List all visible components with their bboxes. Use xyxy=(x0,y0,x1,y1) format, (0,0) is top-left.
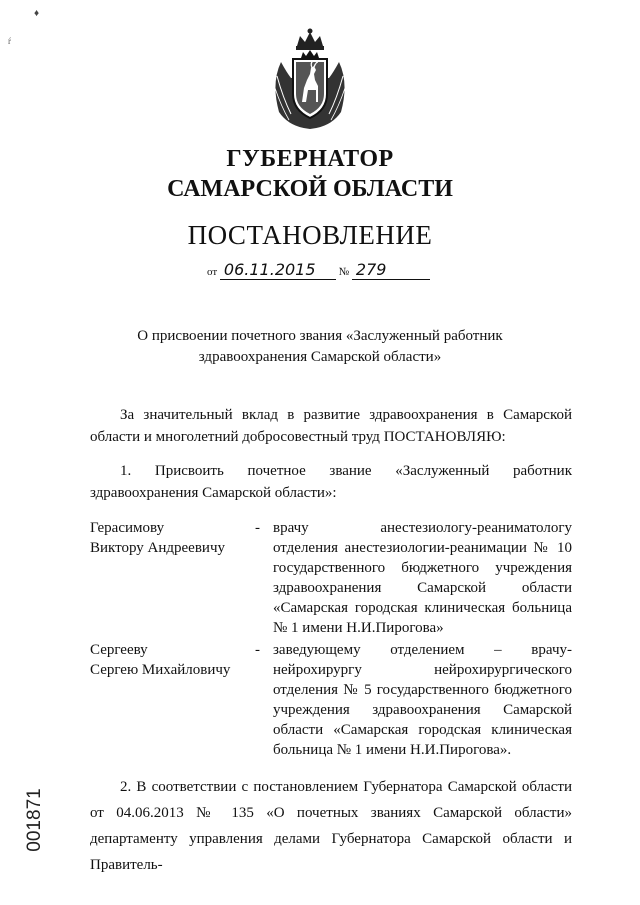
issuer-title: ГУБЕРНАТОР xyxy=(226,146,394,172)
awardee-name xyxy=(90,640,250,680)
item-1-text: 1. Присвоить почетное звание «Заслуженный работник здравоохранения Самарской области»: xyxy=(90,463,572,501)
separator-dash: - xyxy=(255,520,260,536)
separator-dash: - xyxy=(255,642,260,658)
subject-line-2: здравоохранения Самарской области» xyxy=(198,349,442,365)
serial-number-stamp xyxy=(22,785,48,855)
side-mark: ŕ xyxy=(8,36,11,46)
intro-text: За значительный вклад в развитие здравоохранения в Самарской области и многолетний добросовестный труд ПОСТАНОВЛЯЮ: xyxy=(90,407,572,445)
item-2-text: 2. В соответствии с постановлением Губернатора Самарской области от 04.06.2013 № 135 «О почетных званиях Самарской области» департаменту управления делами Губернатора Самарской области и Правитель- xyxy=(90,779,572,873)
awardee-surname: Герасимову xyxy=(90,520,165,536)
issuer-region: САМАРСКОЙ ОБЛАСТИ xyxy=(167,176,453,202)
coat-of-arms-emblem xyxy=(267,28,353,132)
awardee-position: заведующему отделением – врачу-нейрохирургу нейрохирургического отделения № 5 государственного бюджетного учреждения здравоохранения Самарской области «Самарская городская клиническая больница № 1 имени Н.И.Пирогова». xyxy=(273,642,572,758)
date-value: 06.11.2015 xyxy=(220,260,336,280)
date-number-line xyxy=(207,260,430,280)
date-prefix: от xyxy=(207,266,218,278)
awardee-name xyxy=(90,518,250,558)
subject-line-1: О присвоении почетного звания «Заслуженный работник xyxy=(137,328,503,344)
number-value: 279 xyxy=(352,260,430,280)
intro-paragraph xyxy=(90,404,572,448)
document-type: ПОСТАНОВЛЕНИЕ xyxy=(187,220,433,250)
corner-mark: ♦ xyxy=(34,8,40,19)
awardee-given-name: Сергею Михайловичу xyxy=(90,662,231,678)
serial-number: 001871 xyxy=(24,788,45,852)
awardee-surname: Сергееву xyxy=(90,642,148,658)
number-prefix: № xyxy=(338,266,350,278)
awardee-position: врачу анестезиологу-реаниматологу отделения анестезиологии-реанимации № 10 государственного бюджетного учреждения здравоохранения Самарской области «Самарская городская клиническая больница № 1 имени Н.И.Пирогова» xyxy=(273,520,572,636)
item-1-paragraph xyxy=(90,460,572,504)
item-2-paragraph xyxy=(90,774,572,878)
document-subject xyxy=(0,326,640,368)
awardee-given-name: Виктору Андреевичу xyxy=(90,540,225,556)
